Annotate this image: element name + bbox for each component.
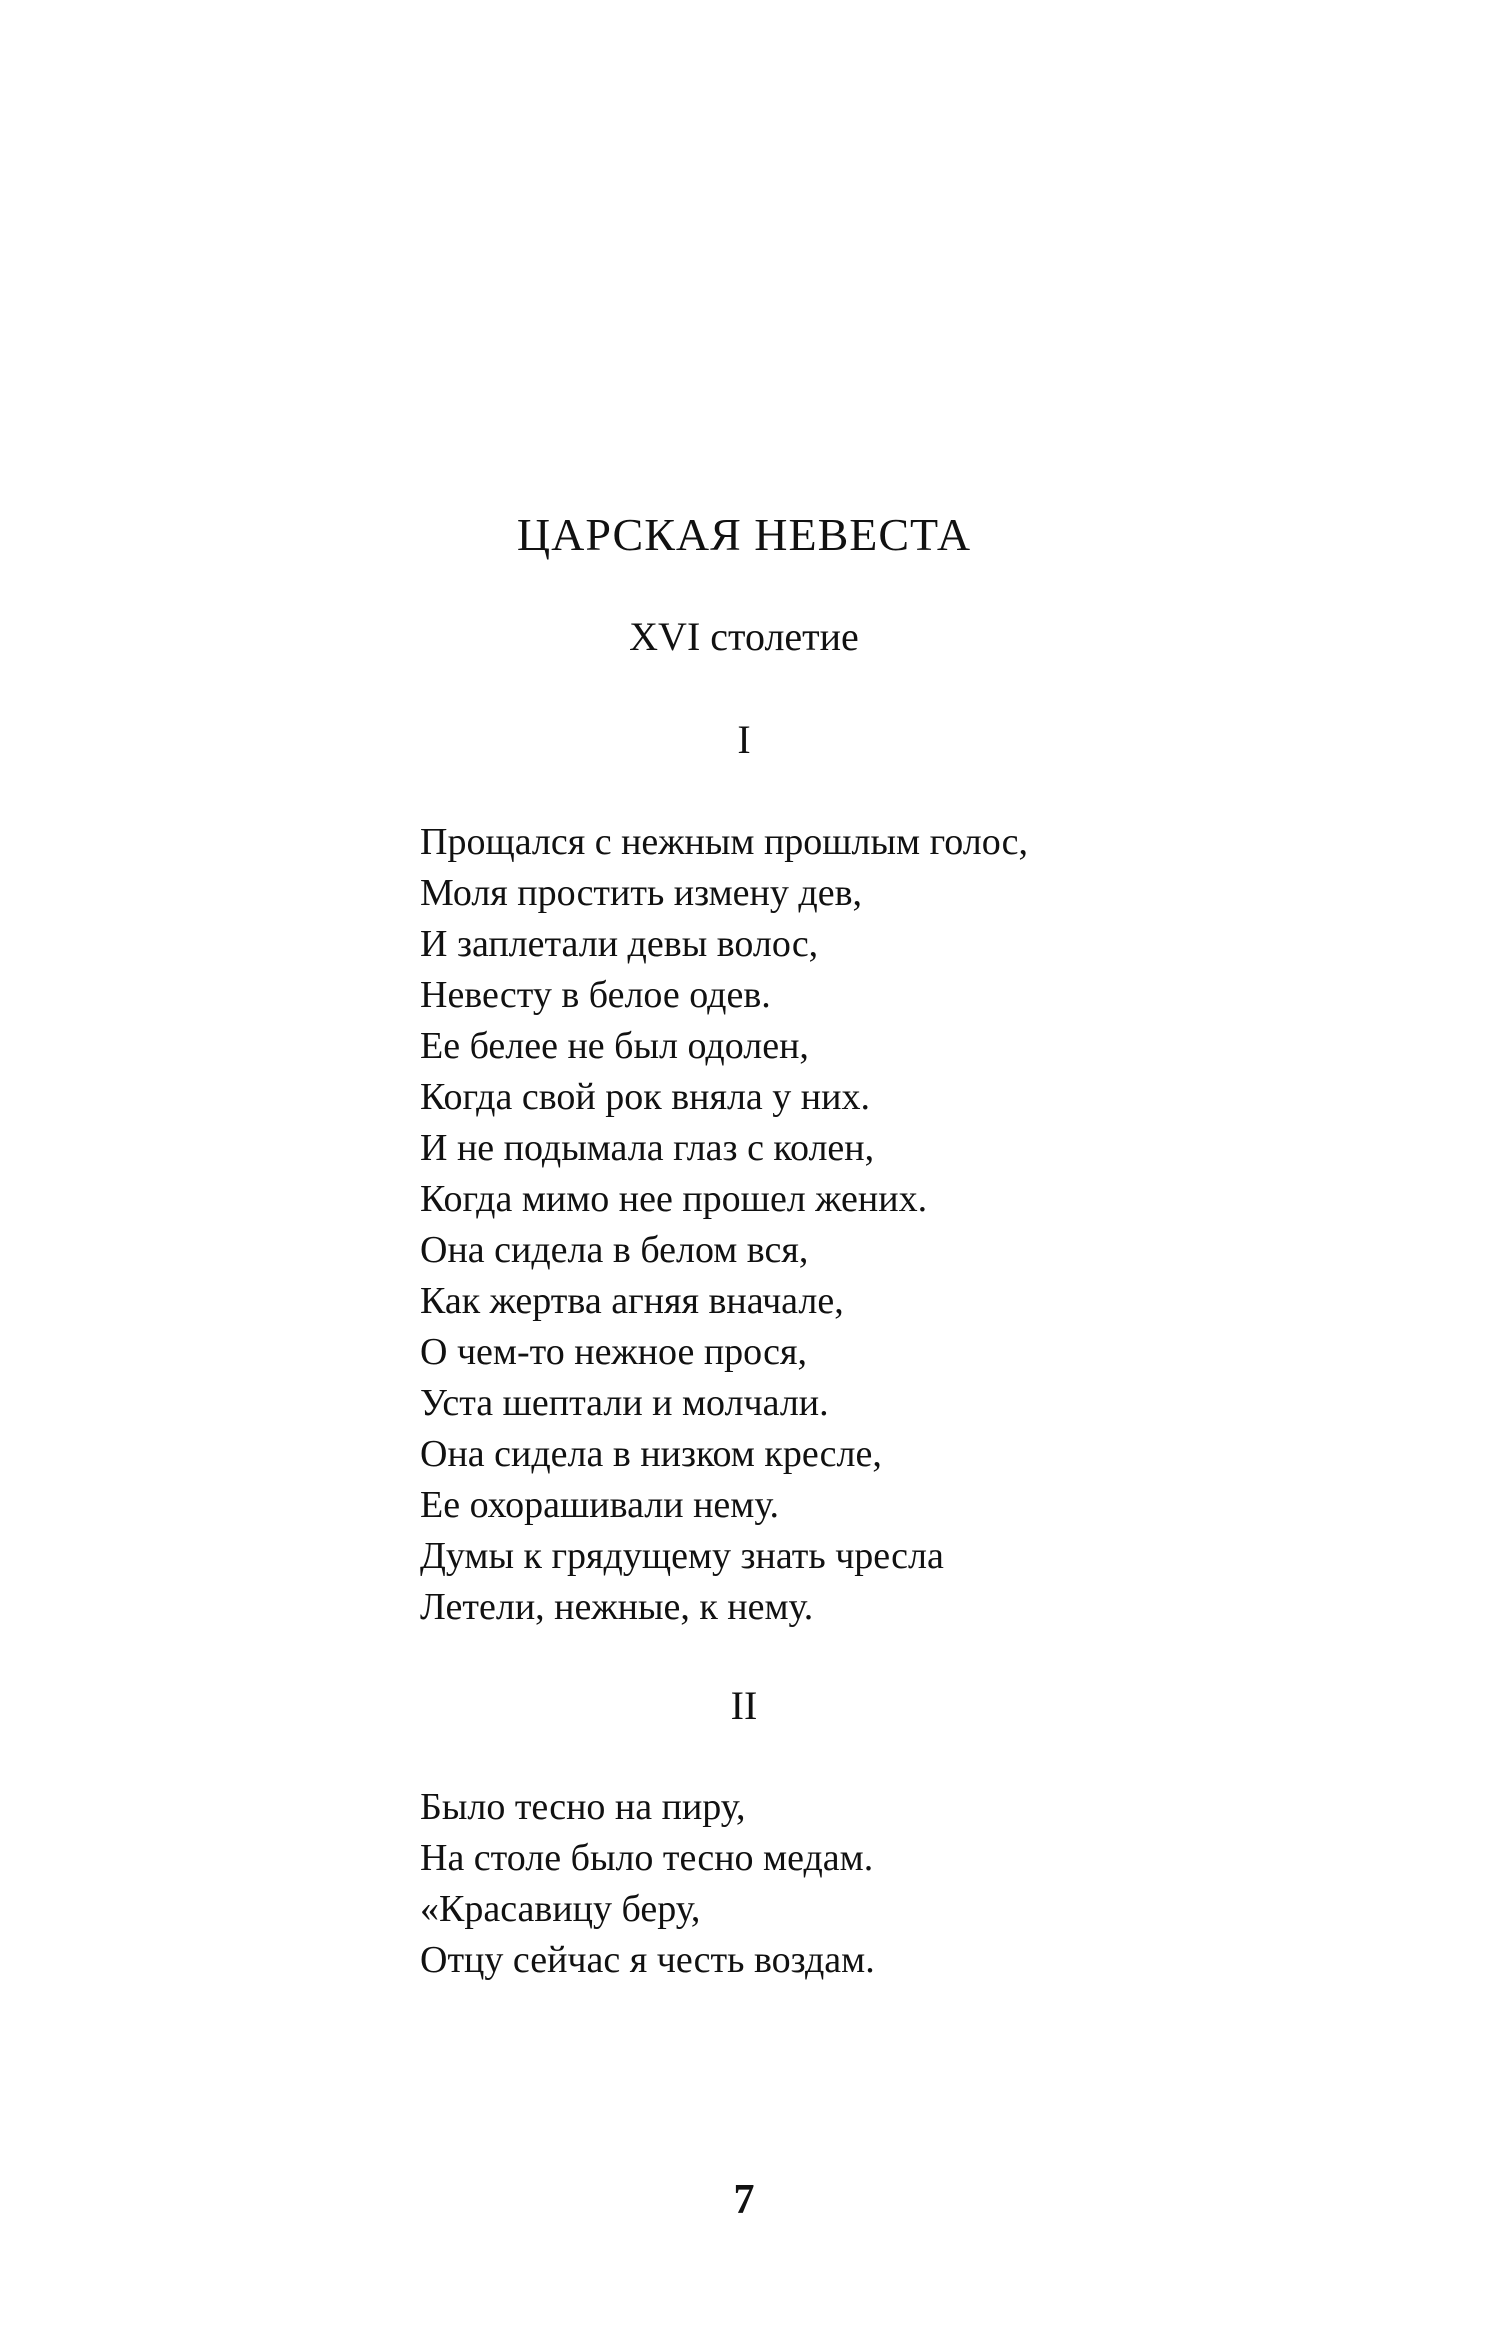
page-number: 7	[733, 2177, 755, 2223]
verse-line: Она сидела в белом вся,	[420, 1229, 809, 1271]
verse-line: Моля простить измену дев,	[420, 872, 863, 914]
verse-line: Ее белее не был одолен,	[420, 1025, 809, 1067]
verse-line: Когда мимо нее прошел жених.	[420, 1178, 928, 1220]
verse-line: И не подымала глаз с колен,	[420, 1127, 875, 1169]
verse-line: Думы к грядущему знать чресла	[420, 1535, 944, 1577]
section-number: II	[730, 1683, 758, 1728]
verse-line: Летели, нежные, к нему.	[420, 1586, 814, 1628]
section-number: I	[737, 717, 751, 762]
verse-line: О чем-то нежное прося,	[420, 1331, 807, 1373]
verse-line: Когда свой рок вняла у них.	[420, 1076, 870, 1118]
verse-line: Было тесно на пиру,	[420, 1786, 746, 1828]
poem-subtitle: XVI столетие	[629, 614, 859, 659]
verse-line: Отцу сейчас я честь воздам.	[420, 1939, 875, 1981]
verse-line: Как жертва агняя вначале,	[420, 1280, 844, 1322]
verse-line: Ее охорашивали нему.	[420, 1484, 780, 1526]
verse-line: Прощался с нежным прошлым голос,	[420, 821, 1028, 863]
stanza	[420, 817, 1420, 1633]
stanza	[420, 1782, 1420, 1986]
verse-line: На столе было тесно медам.	[420, 1837, 874, 1879]
poem-title: ЦАРСКАЯ НЕВЕСТА	[516, 509, 972, 560]
verse-line: И заплетали девы волос,	[420, 923, 819, 965]
verse-line: Невесту в белое одев.	[420, 974, 771, 1016]
verse-line: Уста шептали и молчали.	[420, 1382, 829, 1424]
verse-line: Она сидела в низком кресле,	[420, 1433, 882, 1475]
verse-line: «Красавицу беру,	[420, 1888, 701, 1930]
